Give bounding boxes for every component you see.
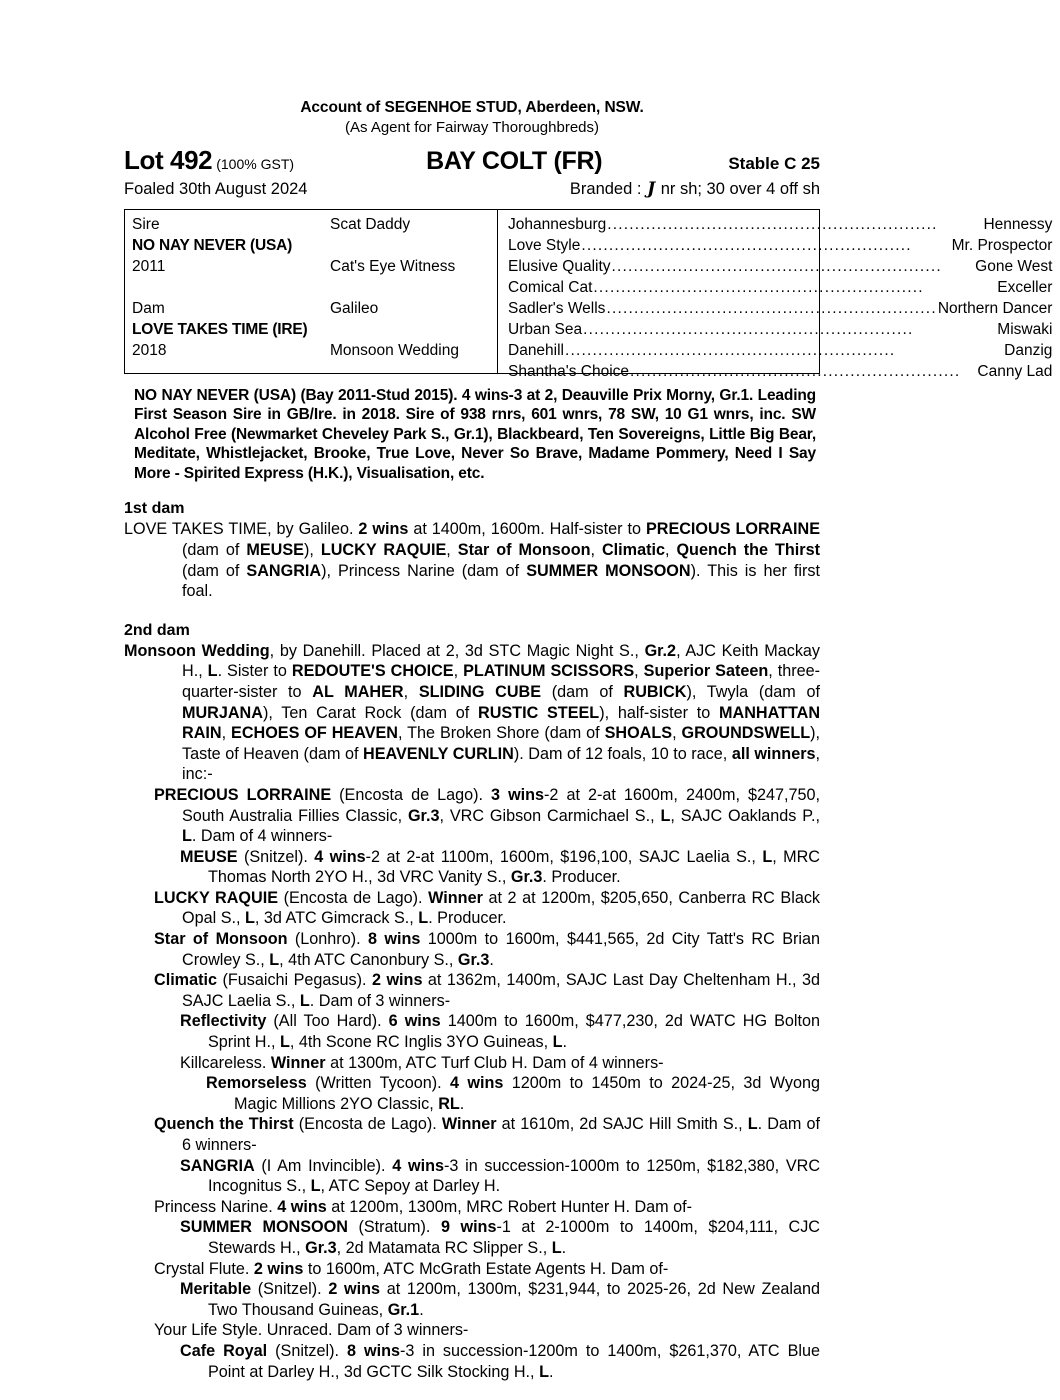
emphasis: HEAVENLY CURLIN bbox=[363, 744, 514, 763]
emphasis: AL MAHER bbox=[312, 682, 404, 701]
emphasis: L bbox=[299, 991, 310, 1010]
pedigree-col-parents bbox=[125, 210, 330, 373]
grandparent-sire: Danehill bbox=[508, 341, 565, 359]
leader-dots: ............................................................ bbox=[611, 257, 942, 275]
sire-sire: Scat Daddy bbox=[330, 215, 411, 233]
leader-dots: ............................................................ bbox=[607, 215, 938, 233]
sire-label: Sire bbox=[132, 215, 160, 233]
progeny-name: Cafe Royal bbox=[180, 1341, 268, 1360]
emphasis: L bbox=[244, 909, 255, 928]
leader-dots: ............................................................ bbox=[606, 299, 937, 317]
progeny-list bbox=[124, 785, 820, 1382]
account-line: Account of SEGENHOE STUD, Aberdeen, NSW. bbox=[300, 99, 644, 116]
emphasis: RL bbox=[438, 1094, 460, 1113]
lot-header-row bbox=[124, 145, 820, 176]
emphasis: L bbox=[182, 827, 192, 846]
emphasis: L bbox=[539, 1362, 549, 1381]
emphasis: L bbox=[551, 1238, 562, 1257]
emphasis: L bbox=[747, 1115, 758, 1134]
grandparent-dam: Miswaki bbox=[997, 320, 1053, 338]
pedigree-spacer bbox=[330, 319, 497, 340]
pedigree-grandparent-row bbox=[508, 298, 1052, 319]
grandparent-sire: Love Style bbox=[508, 236, 581, 254]
progeny-entry: SANGRIA (I Am Invincible). 4 wins-3 in succession-1000m to 1250m, $182,380, VRC Incognitus S., L, ATC Sepoy at Darley H. bbox=[180, 1156, 821, 1196]
grandparent-sire: Elusive Quality bbox=[508, 257, 611, 275]
progeny-name: Killcareless. bbox=[180, 1053, 267, 1072]
agent-line: (As Agent for Fairway Thoroughbreds) bbox=[344, 119, 599, 137]
progeny-entry: SUMMER MONSOON (Stratum). 9 wins-1 at 2-1000m to 1400m, $204,111, CJC Stewards H., Gr.3, 2d Matamata RC Slipper S., L. bbox=[180, 1218, 821, 1257]
pedigree-grandparent-row bbox=[508, 214, 1052, 235]
brand-symbol-icon: J bbox=[647, 178, 656, 199]
leader-dots: ............................................................ bbox=[581, 236, 912, 254]
emphasis: PRECIOUS LORRAINE bbox=[645, 520, 820, 539]
progeny-entry: Crystal Flute. 2 wins to 1600m, ATC McGrath Estate Agents H. Dam of- bbox=[154, 1259, 669, 1278]
emphasis: PLATINUM SCISSORS bbox=[463, 662, 635, 681]
pedigree-grandparent-row bbox=[508, 256, 1052, 277]
emphasis: GROUNDSWELL bbox=[681, 724, 811, 743]
leader-dots: ............................................................ bbox=[583, 320, 914, 338]
emphasis: 2 wins bbox=[253, 1259, 304, 1278]
grandparent-sire: Johannesburg bbox=[508, 215, 607, 233]
emphasis: 2 wins bbox=[371, 971, 423, 990]
emphasis: L bbox=[207, 662, 218, 681]
progeny-entry: Star of Monsoon (Lonhro). 8 wins 1000m to 1600m, $441,565, 2d City Tatt's RC Brian Crowley S., L, 4th ATC Canonbury S., Gr.3. bbox=[154, 930, 820, 969]
dam-year: 2018 bbox=[132, 341, 167, 359]
pedigree-table bbox=[124, 209, 1053, 380]
foaled-brand-row bbox=[124, 179, 820, 199]
emphasis: SANGRIA bbox=[246, 561, 322, 580]
grandparent-sire: Comical Cat bbox=[508, 278, 593, 296]
emphasis: L bbox=[269, 950, 280, 969]
emphasis: 6 wins bbox=[388, 1012, 441, 1031]
emphasis: 3 wins bbox=[491, 785, 545, 804]
emphasis: MANHATTAN RAIN bbox=[182, 703, 821, 743]
emphasis: L bbox=[279, 1033, 290, 1052]
grandparent-sire: Sadler's Wells bbox=[508, 299, 606, 317]
progeny-name: Quench the Thirst bbox=[154, 1115, 294, 1134]
progeny-name: Crystal Flute. bbox=[154, 1259, 250, 1278]
sire-name: NO NAY NEVER (USA) bbox=[132, 236, 293, 254]
progeny-entry: PRECIOUS LORRAINE (Encosta de Lago). 3 wins-2 at 2-at 1600m, 2400m, $247,750, South Australia Fillies Classic, Gr.3, VRC Gibson Carmichael S., L, SAJC Oaklands P., L. Dam of 4 winners- bbox=[154, 785, 820, 846]
dam-dam: Monsoon Wedding bbox=[330, 341, 459, 359]
emphasis: Superior Sateen bbox=[643, 662, 769, 681]
progeny-name: Star of Monsoon bbox=[154, 930, 288, 949]
grandparent-dam: Gone West bbox=[975, 257, 1053, 275]
page-title: BAY COLT (FR) bbox=[426, 146, 603, 175]
emphasis: REDOUTE'S CHOICE bbox=[291, 662, 454, 681]
progeny-name: Monsoon Wedding bbox=[124, 641, 270, 660]
emphasis: Gr.3 bbox=[305, 1238, 337, 1257]
sire-dam: Cat's Eye Witness bbox=[330, 257, 456, 275]
progeny-name: Meritable bbox=[180, 1280, 252, 1299]
progeny-entry: Your Life Style. Unraced. Dam of 3 winners- bbox=[154, 1321, 469, 1340]
grandparent-sire: Shantha's Choice bbox=[508, 362, 630, 380]
emphasis: SLIDING CUBE bbox=[418, 682, 542, 701]
second-dam-heading: 2nd dam bbox=[124, 621, 190, 639]
grandparent-dam: Danzig bbox=[1004, 341, 1053, 359]
emphasis: 8 wins bbox=[347, 1341, 400, 1360]
pedigree-grandparent-row bbox=[508, 235, 1052, 256]
pedigree-grandparent-row bbox=[508, 340, 1052, 361]
foaled-date: Foaled 30th August 2024 bbox=[124, 179, 308, 198]
gst-note: (100% GST) bbox=[216, 155, 295, 172]
emphasis: MURJANA bbox=[182, 703, 263, 722]
emphasis: Gr.3 bbox=[457, 950, 490, 969]
progeny-name: Your Life Style. bbox=[154, 1321, 263, 1340]
emphasis: Winner bbox=[270, 1053, 326, 1072]
pedigree-col-grandparents bbox=[330, 210, 497, 373]
grandparent-dam: Hennessy bbox=[983, 215, 1053, 233]
emphasis: ECHOES OF HEAVEN bbox=[231, 724, 398, 743]
emphasis: 4 wins bbox=[277, 1197, 327, 1216]
progeny-entry: Cafe Royal (Snitzel). 8 wins-3 in succession-1200m to 1400m, $261,370, ATC Blue Point at Darley H., 3d GCTC Silk Stocking H., L. bbox=[180, 1341, 820, 1381]
first-dam-heading: 1st dam bbox=[124, 500, 185, 518]
emphasis: SUMMER MONSOON bbox=[526, 561, 691, 580]
stable-label: Stable C 25 bbox=[728, 153, 820, 173]
lot-left-group bbox=[124, 145, 294, 176]
emphasis: L bbox=[762, 847, 773, 866]
pedigree-grandparent-row bbox=[508, 319, 1052, 340]
progeny-name: Princess Narine. bbox=[154, 1197, 273, 1216]
progeny-entry: Remorseless (Written Tycoon). 4 wins 1200m to 1450m to 2024-25, 3d Wyong Magic Millions 2YO Classic, RL. bbox=[206, 1074, 820, 1113]
pedigree-spacer bbox=[330, 277, 497, 298]
first-dam-entry: LOVE TAKES TIME, by Galileo. 2 wins at 1400m, 1600m. Half-sister to PRECIOUS LORRAINE (dam of MEUSE), LUCKY RAQUIE, Star of Monsoon, Climatic, Quench the Thirst (dam of SANGRIA), Princess Narine (dam of SUMMER MONSOON). This is her first foal. bbox=[124, 520, 820, 601]
progeny-entry: Princess Narine. 4 wins at 1200m, 1300m, MRC Robert Hunter H. Dam of- bbox=[154, 1197, 693, 1216]
sire-achievements: NO NAY NEVER (USA) (Bay 2011-Stud 2015). 4 wins-3 at 2, Deauville Prix Morny, Gr.1. Leading First Season Sire in GB/Ire. in 2018. Sire of 938 rnrs, 601 wnrs, 78 SW, 10 G1 wnrs, inc. SW Alcohol Free (Newmarket Cheveley Park S., Gr.1), Blackbeard, Ten Sovereigns, Little Big Bear, Meditate, Whistlejacket, Brooke, True Love, Never So Brave, Madame Pommery, Need I Say More - Spirited Express (H.K.), Visualisation, etc. bbox=[134, 386, 816, 482]
emphasis: L bbox=[310, 1177, 321, 1196]
emphasis: Climatic bbox=[601, 540, 665, 559]
emphasis: Star of Monsoon bbox=[457, 540, 591, 559]
grandparent-dam: Mr. Prospector bbox=[951, 236, 1053, 254]
pedigree-spacer bbox=[132, 277, 330, 298]
emphasis: 4 wins bbox=[314, 847, 366, 866]
progeny-name: PRECIOUS LORRAINE bbox=[154, 785, 332, 804]
brand-detail: nr sh; 30 over 4 off sh bbox=[660, 179, 820, 198]
emphasis: RUBICK bbox=[623, 682, 687, 701]
progeny-entry: Meritable (Snitzel). 2 wins at 1200m, 1300m, $231,944, to 2025-26, 2d New Zealand Two Thousand Guineas, Gr.1. bbox=[180, 1280, 820, 1319]
emphasis: Gr.3 bbox=[407, 806, 440, 825]
leader-dots: ............................................................ bbox=[630, 362, 961, 380]
progeny-entry: LUCKY RAQUIE (Encosta de Lago). Winner at 2 at 1200m, $205,650, Canberra RC Black Opal S., L, 3d ATC Gimcrack S., L. Producer. bbox=[154, 888, 821, 928]
emphasis: 2 wins bbox=[358, 520, 409, 539]
dam-name: LOVE TAKES TIME (IRE) bbox=[132, 320, 308, 338]
emphasis: Winner bbox=[428, 888, 483, 907]
emphasis: MEUSE bbox=[246, 540, 304, 559]
emphasis: 9 wins bbox=[440, 1218, 497, 1237]
emphasis: L bbox=[660, 806, 671, 825]
emphasis: Winner bbox=[441, 1115, 497, 1134]
progeny-entry: Quench the Thirst (Encosta de Lago). Winner at 1610m, 2d SAJC Hill Smith S., L. Dam of 6 winners- bbox=[154, 1115, 821, 1154]
emphasis: SHOALS bbox=[604, 724, 673, 743]
progeny-name: SANGRIA bbox=[180, 1156, 255, 1175]
progeny-name: Reflectivity bbox=[180, 1012, 267, 1031]
leader-dots: ............................................................ bbox=[593, 278, 924, 296]
emphasis: all winners bbox=[731, 744, 816, 763]
grandparent-dam: Exceller bbox=[997, 278, 1053, 296]
emphasis: Gr.3 bbox=[510, 868, 543, 887]
emphasis: Gr.2 bbox=[644, 641, 677, 660]
brand-label: Branded : bbox=[569, 179, 642, 198]
emphasis: 4 wins bbox=[392, 1156, 444, 1175]
emphasis: L bbox=[418, 909, 429, 928]
emphasis: Gr.1 bbox=[387, 1300, 420, 1319]
progeny-name: LOVE TAKES TIME bbox=[124, 520, 268, 539]
brand-info bbox=[570, 179, 820, 199]
pedigree-grandparent-row bbox=[508, 361, 1052, 382]
grandparent-dam: Canny Lad bbox=[977, 362, 1053, 380]
progeny-entry: Climatic (Fusaichi Pegasus). 2 wins at 1362m, 1400m, SAJC Last Day Cheltenham H., 3d SAJC Laelia S., L. Dam of 3 winners- bbox=[154, 971, 820, 1010]
progeny-name: Climatic bbox=[154, 971, 217, 990]
progeny-name: SUMMER MONSOON bbox=[180, 1218, 348, 1237]
pedigree-spacer bbox=[330, 235, 497, 256]
dam-label: Dam bbox=[132, 299, 165, 317]
progeny-name: MEUSE bbox=[180, 847, 238, 866]
lot-number: Lot 492 bbox=[124, 144, 213, 175]
progeny-entry: Reflectivity (All Too Hard). 6 wins 1400m to 1600m, $477,230, 2d WATC HG Bolton Sprint H., L, 4th Scone RC Inglis 3YO Guineas, L. bbox=[180, 1012, 820, 1052]
pedigree-col-greatgrandparents bbox=[497, 210, 1060, 380]
second-dam-entry: Monsoon Wedding, by Danehill. Placed at 2, 3d STC Magic Night S., Gr.2, AJC Keith Mackay H., L. Sister to REDOUTE'S CHOICE, PLATINUM SCISSORS, Superior Sateen, three-quarter-sister to AL MAHER, SLIDING CUBE (dam of RUBICK), Twyla (dam of MURJANA), Ten Carat Rock (dam of RUSTIC STEEL), half-sister to MANHATTAN RAIN, ECHOES OF HEAVEN, The Broken Shore (dam of SHOALS, GROUNDSWELL), Taste of Heaven (dam of HEAVENLY CURLIN). Dam of 12 foals, 10 to race, all winners, inc:- bbox=[124, 641, 821, 784]
emphasis: 2 wins bbox=[328, 1280, 380, 1299]
pedigree-grandparent-row bbox=[508, 277, 1052, 298]
emphasis: Quench the Thirst bbox=[676, 540, 820, 559]
progeny-name: Remorseless bbox=[206, 1074, 307, 1093]
emphasis: LUCKY RAQUIE bbox=[320, 540, 447, 559]
dam-sire: Galileo bbox=[330, 299, 379, 317]
progeny-entry: Killcareless. Winner at 1300m, ATC Turf Club H. Dam of 4 winners- bbox=[180, 1053, 664, 1072]
emphasis: 8 wins bbox=[367, 930, 421, 949]
progeny-entry: MEUSE (Snitzel). 4 wins-2 at 2-at 1100m, 1600m, $196,100, SAJC Laelia S., L, MRC Thomas North 2YO H., 3d VRC Vanity S., Gr.3. Producer. bbox=[180, 847, 820, 887]
progeny-name: LUCKY RAQUIE bbox=[154, 888, 279, 907]
emphasis: L bbox=[552, 1033, 563, 1052]
leader-dots: ............................................................ bbox=[565, 341, 896, 359]
emphasis: RUSTIC STEEL bbox=[478, 703, 600, 722]
emphasis: 4 wins bbox=[450, 1074, 504, 1093]
grandparent-dam: Northern Dancer bbox=[937, 299, 1053, 317]
sire-year: 2011 bbox=[132, 257, 166, 275]
grandparent-sire: Urban Sea bbox=[508, 320, 583, 338]
